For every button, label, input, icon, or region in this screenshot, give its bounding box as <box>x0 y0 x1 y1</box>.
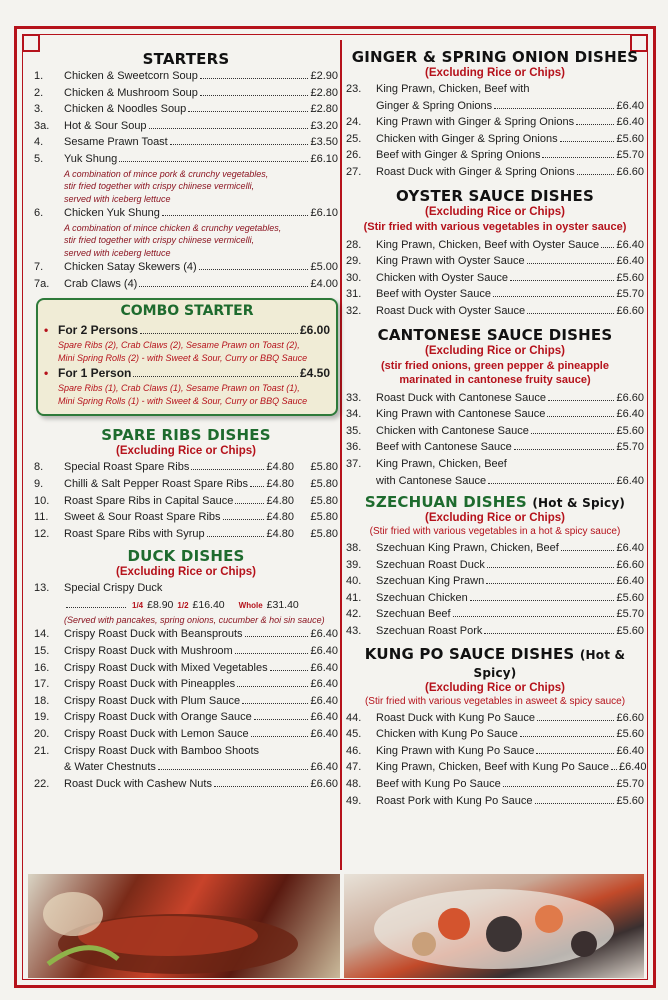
item-price: £6.40 <box>616 542 644 555</box>
menu-item <box>34 709 338 726</box>
menu-item <box>34 493 338 510</box>
item-description: A combination of mince pork & crunchy vegetables, <box>64 168 269 179</box>
item-name: Chicken Satay Skewers (4) <box>64 261 197 274</box>
item-number: 38. <box>346 542 362 555</box>
item-price: £6.10 <box>310 207 338 220</box>
item-number: 32. <box>346 304 362 317</box>
combo-description: Mini Spring Rolls (1) - with Sweet & Sour, Curry or BBQ Sauce <box>58 396 308 407</box>
item-price: £5.60 <box>616 271 644 284</box>
item-name: King Prawn with Cantonese Sauce <box>376 408 546 421</box>
item-price: £5.60 <box>616 132 644 145</box>
portion-label: 1/2 <box>177 600 189 610</box>
item-number: 42. <box>346 608 362 621</box>
menu-item <box>34 134 338 151</box>
menu-item <box>346 303 644 320</box>
menu-item <box>34 101 338 118</box>
item-description: stir fried together with crispy chiinese vermicelli, <box>64 235 255 246</box>
item-price: £6.40 <box>310 661 338 674</box>
item-name: King Prawn, Chicken, Beef with <box>376 83 530 95</box>
item-number: 20. <box>34 727 50 740</box>
item-number: 26. <box>346 149 362 162</box>
item-name: Beef with Ginger & Spring Onions <box>376 149 541 162</box>
right-column <box>346 40 647 809</box>
item-name: King Prawn, Chicken, Beef with Oyster Sauce <box>376 238 600 251</box>
item-name: King Prawn with Kung Po Sauce <box>376 744 535 757</box>
menu-item <box>34 580 338 597</box>
combo-option: • For 1 Person £4.50 <box>44 366 330 381</box>
item-name: Chicken with Kung Po Sauce <box>376 728 518 741</box>
item-price: £5.70 <box>616 608 644 621</box>
menu-item <box>34 526 338 543</box>
section-title-szechuan <box>346 493 644 511</box>
menu-item <box>346 390 644 407</box>
menu-item-continued <box>346 473 644 490</box>
item-name: Crispy Roast Duck with Beansprouts <box>64 628 243 641</box>
item-description: (Served with pancakes, spring onions, cucumber & hoi sin sauce) <box>64 614 325 625</box>
menu-item <box>346 726 644 743</box>
menu-item <box>34 68 338 85</box>
left-column <box>34 40 338 792</box>
item-price: £6.10 <box>310 152 338 165</box>
item-number: 46. <box>346 744 362 757</box>
item-number: 15. <box>34 645 50 657</box>
item-number: 10. <box>34 494 50 507</box>
item-name: Roast Duck with Cashew Nuts <box>64 777 212 790</box>
item-price: £6.60 <box>616 304 644 317</box>
item-price: £6.40 <box>616 238 644 251</box>
portion-price: £31.40 <box>266 598 299 611</box>
combo-starter-box <box>36 298 338 416</box>
item-name: Roast Duck with Ginger & Spring Onions <box>376 165 575 178</box>
item-name: Roast Duck with Oyster Sauce <box>376 304 526 317</box>
item-name: Sweet & Sour Roast Spare Ribs <box>64 511 221 524</box>
item-price: £4.80 <box>266 461 294 474</box>
item-name: Yuk Shung <box>64 152 118 165</box>
section-title-spare-ribs: SPARE RIBS DISHES <box>101 426 271 445</box>
item-name: with Cantonese Sauce <box>376 474 487 487</box>
item-price: £2.80 <box>310 103 338 116</box>
item-name: King Prawn with Ginger & Spring Onions <box>376 116 575 129</box>
item-number: 31. <box>346 288 362 301</box>
section-note: (Stir fried with various vegetables in a hot & spicy sauce) <box>369 526 621 538</box>
item-number: 24. <box>346 116 362 129</box>
section-title-duck: DUCK DISHES <box>127 547 245 566</box>
item-number: 7. <box>34 261 44 274</box>
item-number: 48. <box>346 778 362 791</box>
item-price: £5.60 <box>616 728 644 741</box>
combo-price: £4.50 <box>299 366 330 381</box>
menu-item <box>34 693 338 710</box>
duck-portion-prices <box>34 597 338 614</box>
item-price-large: £5.80 <box>310 461 338 474</box>
item-number: 22. <box>34 777 50 790</box>
item-name: Chicken & Sweetcorn Soup <box>64 70 198 82</box>
item-name: Roast Spare Ribs in Capital Sauce <box>64 494 234 507</box>
item-number: 7a. <box>34 277 50 290</box>
item-name: King Prawn, Chicken, Beef with Kung Po Sauce <box>376 761 609 774</box>
item-number: 47. <box>346 761 362 774</box>
item-price: £6.40 <box>618 761 647 774</box>
item-price: £6.40 <box>310 694 338 707</box>
item-price: £4.80 <box>266 477 294 490</box>
item-price: £6.40 <box>616 255 644 268</box>
item-number: 39. <box>346 558 362 571</box>
item-price-large: £5.80 <box>310 477 338 490</box>
item-name: Szechuan Roast Duck <box>376 558 485 571</box>
item-name: Chicken Yuk Shung <box>64 207 160 220</box>
item-name: Beef with Cantonese Sauce <box>376 441 512 454</box>
menu-item <box>346 573 644 590</box>
item-name: Szechuan King Prawn, Chicken, Beef <box>376 542 559 555</box>
menu-item <box>346 406 644 423</box>
menu-item <box>346 759 647 776</box>
item-price: £6.40 <box>616 744 644 757</box>
combo-title: COMBO STARTER <box>120 303 254 320</box>
menu-item <box>346 131 644 148</box>
section-note: (Stir fried with various vegetables in asweet & spicy sauce) <box>364 695 626 707</box>
item-price: £6.40 <box>310 628 338 641</box>
combo-label: For 1 Person <box>58 366 132 381</box>
menu-item <box>34 276 338 293</box>
item-name: Chicken & Mushroom Soup <box>64 86 198 99</box>
menu-item <box>346 557 644 574</box>
combo-option: • For 2 Persons £6.00 <box>44 323 330 338</box>
item-number: 8. <box>34 461 44 474</box>
item-name: Szechuan Chicken <box>376 591 468 604</box>
item-price: £5.60 <box>616 591 644 604</box>
item-number: 44. <box>346 711 362 724</box>
menu-item <box>346 423 644 440</box>
item-name: Special Roast Spare Ribs <box>64 461 190 474</box>
item-price: £6.40 <box>616 575 644 588</box>
item-number: 21. <box>34 744 50 757</box>
menu-item <box>34 776 338 793</box>
menu-item <box>34 151 338 168</box>
item-price: £6.40 <box>310 645 338 657</box>
menu-item <box>34 726 338 743</box>
menu-item <box>34 626 338 643</box>
item-description: stir fried together with crispy chiinese vermicelli, <box>64 181 255 192</box>
item-name: Special Crispy Duck <box>64 582 163 595</box>
section-subtitle: (Excluding Rice or Chips) <box>425 681 565 694</box>
item-price: £6.40 <box>616 116 644 129</box>
item-price: £5.60 <box>616 424 644 437</box>
item-price: £6.40 <box>616 474 644 487</box>
item-number: 9. <box>34 477 44 490</box>
section-title-starters: STARTERS <box>142 50 230 68</box>
menu-item <box>34 643 338 660</box>
item-name: Chicken with Oyster Sauce <box>376 271 509 284</box>
item-price: £4.80 <box>266 527 294 540</box>
combo-price: £6.00 <box>299 323 330 338</box>
menu-item <box>346 793 644 810</box>
menu-item <box>34 660 338 677</box>
item-number: 30. <box>346 271 362 284</box>
item-price: £4.80 <box>266 494 294 507</box>
item-number: 43. <box>346 625 362 638</box>
item-number: 36. <box>346 441 362 454</box>
item-price: £5.70 <box>616 441 644 454</box>
item-number: 37. <box>346 457 362 470</box>
item-price: £6.40 <box>310 727 338 740</box>
item-price: £3.50 <box>310 136 338 149</box>
item-number: 2. <box>34 86 44 99</box>
item-price-large: £5.80 <box>310 527 338 540</box>
menu-item <box>346 540 644 557</box>
item-name: Ginger & Spring Onions <box>376 99 493 112</box>
item-number: 3a. <box>34 119 50 132</box>
item-number: 45. <box>346 728 362 741</box>
item-number: 49. <box>346 794 362 807</box>
menu-item <box>34 743 338 760</box>
combo-label: For 2 Persons <box>58 323 139 338</box>
menu-item <box>346 286 644 303</box>
item-name: Roast Duck with Kung Po Sauce <box>376 711 535 724</box>
item-name: King Prawn with Oyster Sauce <box>376 255 525 268</box>
section-note: (Stir fried with various vegetables in oyster sauce) <box>363 220 627 233</box>
item-price: £5.70 <box>616 778 644 791</box>
food-photo-stir-fry <box>344 874 644 978</box>
item-number: 35. <box>346 424 362 437</box>
menu-item-continued <box>34 759 338 776</box>
item-number: 33. <box>346 391 362 404</box>
menu-item <box>346 270 644 287</box>
menu-item <box>346 456 644 473</box>
item-name: Crispy Roast Duck with Pineapples <box>64 678 236 691</box>
item-name: Beef with Oyster Sauce <box>376 288 491 301</box>
combo-description: Mini Spring Rolls (2) - with Sweet & Sour, Curry or BBQ Sauce <box>58 353 308 364</box>
item-price: £5.60 <box>616 625 644 638</box>
item-number: 5. <box>34 152 44 165</box>
item-number: 4. <box>34 136 44 149</box>
item-name: Crispy Roast Duck with Mixed Vegetables <box>64 661 268 674</box>
item-name: Szechuan Roast Pork <box>376 625 483 638</box>
item-price: £5.70 <box>616 149 644 162</box>
item-number: 17. <box>34 678 50 691</box>
item-description: served with iceberg lettuce <box>64 193 171 204</box>
item-name: Sesame Prawn Toast <box>64 136 168 149</box>
menu-item <box>346 237 644 254</box>
item-name: Crispy Roast Duck with Bamboo Shoots <box>64 744 260 757</box>
item-name: Crispy Roast Duck with Plum Sauce <box>64 694 241 707</box>
item-name: & Water Chestnuts <box>64 761 156 774</box>
food-photo-duck <box>28 874 340 978</box>
item-description: served with iceberg lettuce <box>64 247 171 258</box>
menu-item <box>346 710 644 727</box>
section-title-kung-po <box>346 645 644 681</box>
item-number: 18. <box>34 694 50 707</box>
item-number: 1. <box>34 70 44 82</box>
menu-item <box>34 118 338 135</box>
item-price-large: £5.80 <box>310 494 338 507</box>
hot-spicy-label: (Hot & Spicy) <box>532 496 626 511</box>
item-name: King Prawn, Chicken, Beef <box>376 457 507 470</box>
item-price: £4.00 <box>310 277 338 290</box>
menu-item <box>346 114 644 131</box>
item-name: Crispy Roast Duck with Mushroom <box>64 645 233 657</box>
item-price: £3.20 <box>310 119 338 132</box>
portion-label: 1/4 <box>132 600 144 610</box>
menu-item <box>346 606 644 623</box>
section-subtitle: (Excluding Rice or Chips) <box>425 512 565 525</box>
item-name: Chicken with Cantonese Sauce <box>376 424 529 437</box>
item-price: £6.40 <box>616 408 644 421</box>
item-number: 41. <box>346 591 362 604</box>
item-number: 28. <box>346 238 362 251</box>
section-title-text: KUNG PO SAUCE DISHES <box>364 644 575 663</box>
section-subtitle: (Excluding Rice or Chips) <box>116 566 256 579</box>
menu-item <box>346 776 644 793</box>
item-number: 25. <box>346 132 362 145</box>
item-name: Chicken & Noodles Soup <box>64 103 187 116</box>
item-name: Crab Claws (4) <box>64 277 138 290</box>
menu-item <box>346 253 644 270</box>
section-title-oyster: OYSTER SAUCE DISHES <box>396 186 594 205</box>
item-number: 14. <box>34 628 50 641</box>
item-number: 16. <box>34 661 50 674</box>
menu-item <box>34 459 338 476</box>
item-number: 19. <box>34 711 50 724</box>
item-price: £6.60 <box>616 391 644 404</box>
item-price: £5.60 <box>616 794 644 807</box>
item-number: 3. <box>34 103 44 116</box>
menu-item <box>346 623 644 640</box>
menu-item <box>346 147 644 164</box>
menu-item <box>34 509 338 526</box>
menu-item <box>34 676 338 693</box>
item-name: Crispy Roast Duck with Lemon Sauce <box>64 727 249 740</box>
item-name: Roast Pork with Kung Po Sauce <box>376 794 533 807</box>
section-note: marinated in cantonese fruity sauce) <box>399 373 591 386</box>
item-number: 13. <box>34 582 50 595</box>
menu-item-continued <box>346 98 644 115</box>
item-name: Szechuan Beef <box>376 608 451 621</box>
item-price: £6.40 <box>310 711 338 724</box>
item-price: £6.60 <box>616 711 644 724</box>
item-name: Hot & Sour Soup <box>64 119 147 132</box>
item-description: A combination of mince chicken & crunchy vegetables, <box>64 222 282 233</box>
menu-item <box>34 205 338 222</box>
item-price: £6.40 <box>310 678 338 691</box>
section-subtitle: (Excluding Rice or Chips) <box>116 445 256 458</box>
menu-item <box>34 476 338 493</box>
item-name: Chicken with Ginger & Spring Onions <box>376 132 558 145</box>
menu-item <box>34 85 338 102</box>
menu-item <box>346 590 644 607</box>
column-divider <box>340 40 342 870</box>
item-price: £6.40 <box>616 99 644 112</box>
item-price: £5.70 <box>616 288 644 301</box>
item-price: £6.60 <box>616 558 644 571</box>
item-name: Roast Spare Ribs with Syrup <box>64 527 205 540</box>
item-price: £6.60 <box>616 165 644 178</box>
section-subtitle: (Excluding Rice or Chips) <box>425 344 565 357</box>
item-name: Beef with Kung Po Sauce <box>376 778 501 791</box>
hot-spicy-label: (Hot & Spicy) <box>473 647 626 680</box>
section-title-cantonese: CANTONESE SAUCE DISHES <box>377 325 613 344</box>
item-price: £4.80 <box>266 511 294 524</box>
section-note: (stir fried onions, green pepper & pineapple <box>381 359 609 372</box>
menu-item <box>34 259 338 276</box>
item-number: 11. <box>34 511 49 524</box>
combo-description: Spare Ribs (1), Crab Claws (1), Sesame Prawn on Toast (1), <box>58 383 300 394</box>
item-number: 12. <box>34 527 50 540</box>
menu-item <box>346 743 644 760</box>
item-price: £6.60 <box>310 777 338 790</box>
item-name: Crispy Roast Duck with Orange Sauce <box>64 711 252 724</box>
item-name: Szechuan King Prawn <box>376 575 485 588</box>
item-number: 34. <box>346 408 362 421</box>
item-price: £2.80 <box>310 86 338 99</box>
item-number: 27. <box>346 165 362 178</box>
item-number: 23. <box>346 83 362 95</box>
menu-item <box>346 81 644 98</box>
section-title-ginger: GINGER & SPRING ONION DISHES <box>351 48 639 66</box>
item-number: 29. <box>346 255 362 268</box>
item-name: Roast Duck with Cantonese Sauce <box>376 391 546 404</box>
item-name: Chilli & Salt Pepper Roast Spare Ribs <box>64 477 249 490</box>
item-price: £6.40 <box>310 761 338 774</box>
portion-price: £16.40 <box>192 598 225 611</box>
portion-price: £8.90 <box>147 598 174 611</box>
section-subtitle: (Excluding Rice or Chips) <box>425 205 565 218</box>
menu-item <box>346 439 644 456</box>
item-number: 6. <box>34 207 44 220</box>
item-price: £5.00 <box>310 261 338 274</box>
item-number: 40. <box>346 575 362 588</box>
menu-item <box>346 164 644 181</box>
section-subtitle: (Excluding Rice or Chips) <box>425 67 565 79</box>
item-price: £2.90 <box>310 70 338 82</box>
combo-description: Spare Ribs (2), Crab Claws (2), Sesame Prawn on Toast (2), <box>58 340 300 351</box>
portion-label: Whole <box>238 600 263 610</box>
section-title-text: SZECHUAN DISHES <box>364 493 527 512</box>
item-price-large: £5.80 <box>310 511 338 524</box>
